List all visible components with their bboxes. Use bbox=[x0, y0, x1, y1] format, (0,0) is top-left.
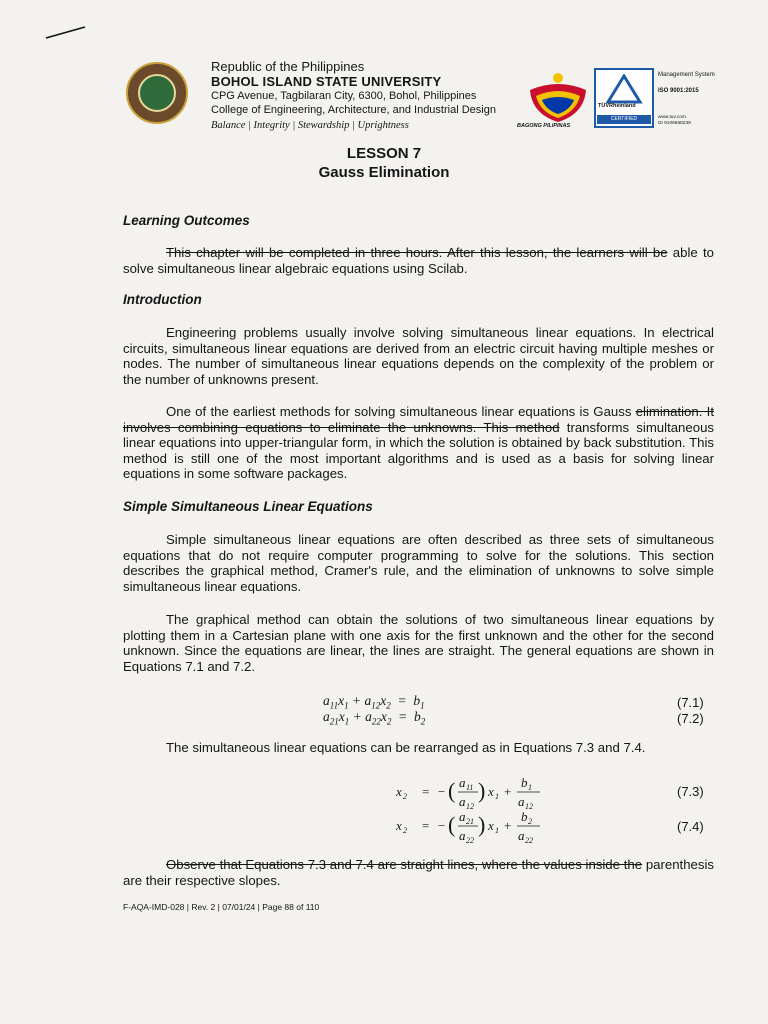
tuv-cert-id: ID 9108658239 bbox=[658, 120, 691, 126]
university-seal-logo bbox=[126, 62, 188, 124]
svg-text:(: ( bbox=[448, 812, 456, 837]
svg-text:1: 1 bbox=[495, 792, 499, 801]
bagong-pilipinas-logo bbox=[524, 70, 592, 126]
equations-7-3-7-4 bbox=[390, 770, 560, 850]
svg-text:21: 21 bbox=[466, 817, 474, 826]
paragraph-simple-3: The simultaneous linear equations can be rearranged as in Equations 7.3 and 7.4. bbox=[166, 740, 646, 755]
svg-text:a: a bbox=[459, 828, 466, 843]
header-university: BOHOL ISLAND STATE UNIVERSITY bbox=[211, 74, 442, 89]
svg-text:2: 2 bbox=[403, 826, 407, 835]
svg-text:x: x bbox=[396, 784, 402, 799]
svg-text:a: a bbox=[518, 794, 525, 809]
heading-introduction: Introduction bbox=[123, 292, 202, 307]
svg-text:a: a bbox=[459, 775, 466, 790]
paragraph-simple-4 bbox=[123, 857, 714, 888]
svg-text:a: a bbox=[518, 828, 525, 843]
equation-number-7-1: (7.1) bbox=[677, 695, 704, 710]
svg-text:=: = bbox=[422, 784, 430, 799]
heading-simple-equations: Simple Simultaneous Linear Equations bbox=[123, 499, 373, 514]
svg-text:22: 22 bbox=[525, 836, 533, 845]
svg-text:1: 1 bbox=[495, 826, 499, 835]
header-republic: Republic of the Philippines bbox=[211, 59, 365, 74]
svg-text:−: − bbox=[438, 818, 446, 833]
svg-text:x: x bbox=[396, 818, 402, 833]
svg-text:a: a bbox=[459, 794, 466, 809]
svg-text:(: ( bbox=[448, 778, 456, 803]
tuv-certified-label: CERTIFIED bbox=[597, 115, 651, 124]
struck-text: Observe that Equations 7.3 and 7.4 are straight lines, where the values inside the bbox=[166, 857, 643, 872]
paragraph-simple-2: The graphical method can obtain the solutions of two simultaneous linear equations by plotting them in a Cartesian plane with one axis for the first unknown and the other for the second unknown. Since the equations are linear, the lines are straight. The general equations are shown in Equations 7.1 and 7.2. bbox=[123, 612, 714, 674]
paragraph-intro-1: Engineering problems usually involve solving simultaneous linear equations. In electrical circuits, simultaneous linear equations are derived from an electric circuit having multiple meshes or nodes. The number of simultaneous linear equations depends on the complexity of the problem or the number of unknowns present. bbox=[123, 325, 714, 387]
svg-text:b: b bbox=[521, 809, 528, 824]
equation-number-7-2: (7.2) bbox=[677, 711, 704, 726]
svg-text:2: 2 bbox=[528, 817, 532, 826]
svg-text:+: + bbox=[504, 818, 512, 833]
svg-text:12: 12 bbox=[466, 802, 474, 811]
svg-text:11: 11 bbox=[466, 783, 474, 792]
tuv-website bbox=[658, 115, 718, 126]
lesson-title: Gauss Elimination bbox=[318, 164, 450, 181]
header-college: College of Engineering, Architecture, and Industrial Design bbox=[211, 104, 496, 116]
equation-7-2: $a_{21}x_1 + a_{22}x_2 = b_2$ bbox=[323, 709, 426, 727]
svg-text:=: = bbox=[422, 818, 430, 833]
svg-text:b: b bbox=[521, 775, 528, 790]
svg-text:12: 12 bbox=[525, 802, 533, 811]
iso-label: ISO 9001:2015 bbox=[658, 88, 699, 94]
svg-text:): ) bbox=[478, 778, 486, 803]
svg-text:a: a bbox=[459, 809, 466, 824]
text: parenthesis are their respective slopes. bbox=[123, 857, 714, 888]
paragraph-intro-2 bbox=[123, 404, 714, 482]
struck-text: This chapter will be completed in three hours. After this lesson, the learners will be bbox=[166, 245, 668, 260]
pen-mark bbox=[45, 24, 87, 40]
text: One of the earliest methods for solving simultaneous linear equations is Gauss bbox=[166, 404, 632, 419]
tuv-www: www.tuv.com bbox=[658, 115, 686, 120]
heading-learning-outcomes: Learning Outcomes bbox=[123, 213, 250, 228]
equation-7-1: $a_{11}x_1 + a_{12}x_2 = b_1$ bbox=[323, 693, 425, 711]
tuv-label: TÜVRheinland bbox=[598, 103, 636, 109]
equation-number-7-3: (7.3) bbox=[677, 784, 704, 799]
paragraph-learning-outcomes bbox=[123, 245, 714, 276]
svg-text:x: x bbox=[488, 818, 494, 833]
svg-text:2: 2 bbox=[403, 792, 407, 801]
header-address: CPG Avenue, Tagbilaran City, 6300, Bohol, Philippines bbox=[211, 90, 477, 102]
svg-text:): ) bbox=[478, 812, 486, 837]
svg-text:22: 22 bbox=[466, 836, 474, 845]
svg-text:1: 1 bbox=[528, 783, 532, 792]
struck-text: elimination. It involves combining equations to eliminate the unknowns. This method bbox=[123, 404, 714, 435]
header-motto: Balance | Integrity | Stewardship | Uprightness bbox=[211, 120, 409, 131]
equation-number-7-4: (7.4) bbox=[677, 819, 704, 834]
text: able to solve simultaneous linear algebraic equations using Scilab. bbox=[123, 245, 714, 276]
page-footer: F-AQA-IMD-028 | Rev. 2 | 07/01/24 | Page 88 of 110 bbox=[123, 902, 320, 912]
paragraph-simple-1: Simple simultaneous linear equations are often described as three sets of simultaneous equations that do not require computer programming to solve for the solutions. This section describes the graphical method, Cramer's rule, and the elimination of unknowns to solve simple simultaneous linear equations. bbox=[123, 532, 714, 594]
lesson-number: LESSON 7 bbox=[346, 145, 422, 162]
management-system-label: Management System bbox=[658, 72, 715, 78]
svg-text:−: − bbox=[438, 784, 446, 799]
text: transforms simultaneous linear equations into upper-triangular form, in which the solution is obtained by back substitution. This method is still one of the most important algorithms and is used as a basis for solving linear equations in some software packages. bbox=[123, 419, 714, 482]
svg-text:+: + bbox=[504, 784, 512, 799]
svg-text:x: x bbox=[488, 784, 494, 799]
bagong-pilipinas-label: BAGONG PILIPINAS bbox=[517, 123, 571, 129]
